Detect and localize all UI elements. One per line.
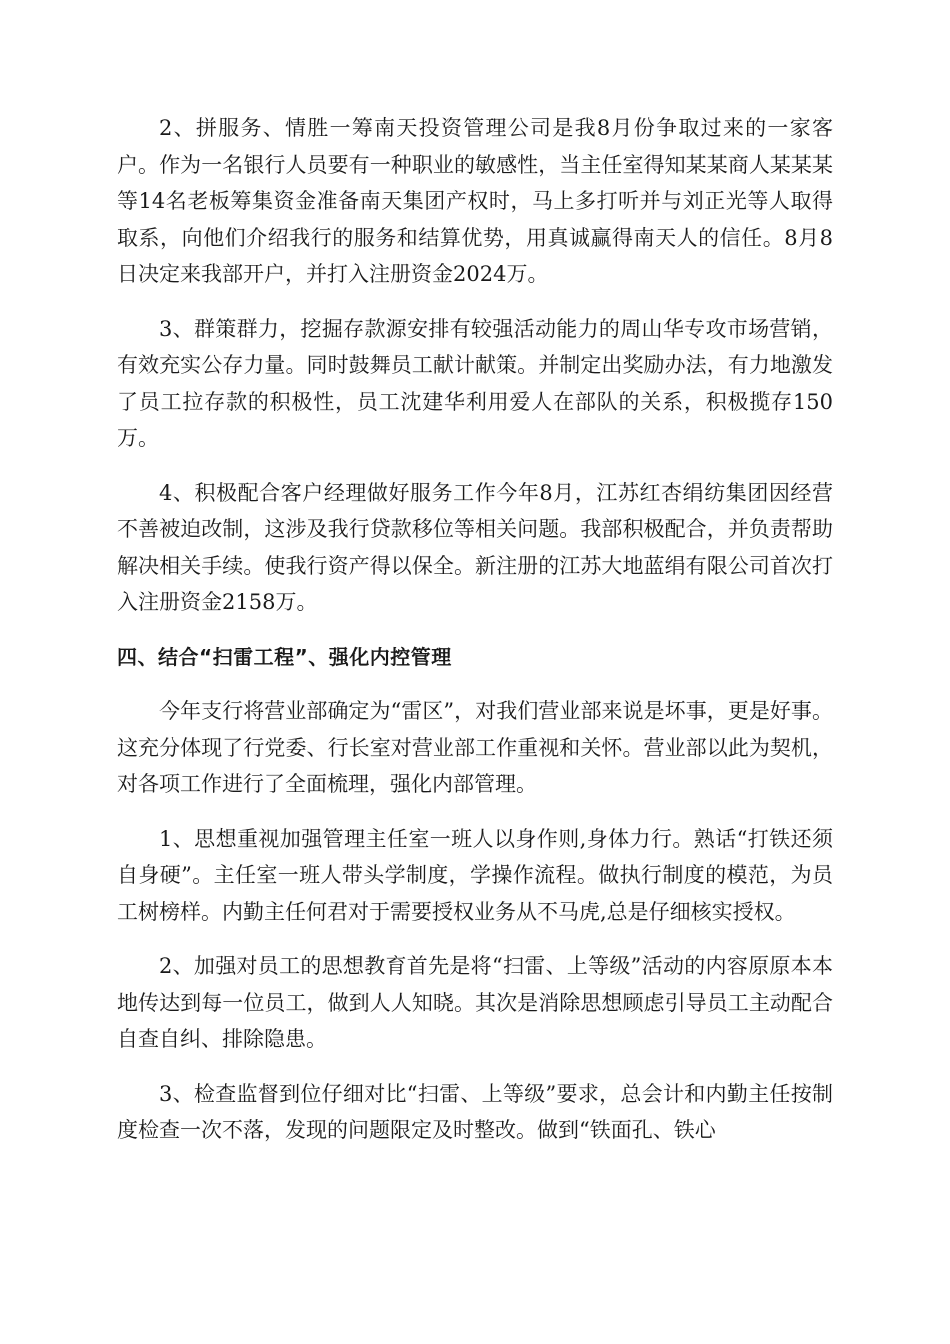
paragraph-service-advantage: 2、拼服务、情胜一筹南天投资管理公司是我8月份争取过来的一家客户。作为一名银行人员要有一种职业的敏感性，当主任室得知某某商人某某某等14名老板筹集资金准备南天集团产权时，马上多打听并与刘正光等人取得取系，向他们介绍我行的服务和结算优势，用真诚赢得南天人的信任。8月8日决定来我部开户，并打入注册资金2024万。 <box>117 116 833 286</box>
paragraph-staff-education: 2、加强对员工的思想教育首先是将“扫雷、上等级”活动的内容原原本本地传达到每一位员工，做到人人知晓。其次是消除思想顾虑引导员工主动配合自查自纠、排除隐患。 <box>117 954 833 1051</box>
section-heading-internal-control: 四、结合“扫雷工程”、强化内控管理 <box>117 644 452 669</box>
paragraph-risk-zone: 今年支行将营业部确定为“雷区”，对我们营业部来说是坏事，更是好事。这充分体现了行党委、行长室对营业部工作重视和关怀。营业部以此为契机，对各项工作进行了全面梳理，强化内部管理。 <box>117 699 833 796</box>
document-body <box>117 110 833 1167</box>
paragraph-customer-manager-support: 4、积极配合客户经理做好服务工作今年8月，江苏红杏绢纺集团因经营不善被迫改制，这涉及我行贷款移位等相关问题。我部积极配合，并负责帮助解决相关手续。使我行资产得以保全。新注册的江苏大地蓝绢有限公司首次打入注册资金2158万。 <box>117 480 833 614</box>
paragraph-inspection-supervision: 3、检查监督到位仔细对比“扫雷、上等级”要求，总会计和内勤主任按制度检查一次不落，发现的问题限定及时整改。做到“铁面孔、铁心 <box>117 1081 833 1142</box>
paragraph-deposit-mobilization: 3、群策群力，挖掘存款源安排有较强活动能力的周山华专攻市场营销，有效充实公存力量。同时鼓舞员工献计献策。并制定出奖励办法，有力地激发了员工拉存款的积极性，员工沈建华利用爱人在部队的关系，积极揽存150万。 <box>117 316 833 450</box>
paragraph-management-example: 1、思想重视加强管理主任室一班人以身作则,身体力行。熟话“打铁还须自身硬”。主任室一班人带头学制度，学操作流程。做执行制度的模范，为员工树榜样。内勤主任何君对于需要授权业务从不马虎,总是仔细核实授权。 <box>117 826 833 924</box>
